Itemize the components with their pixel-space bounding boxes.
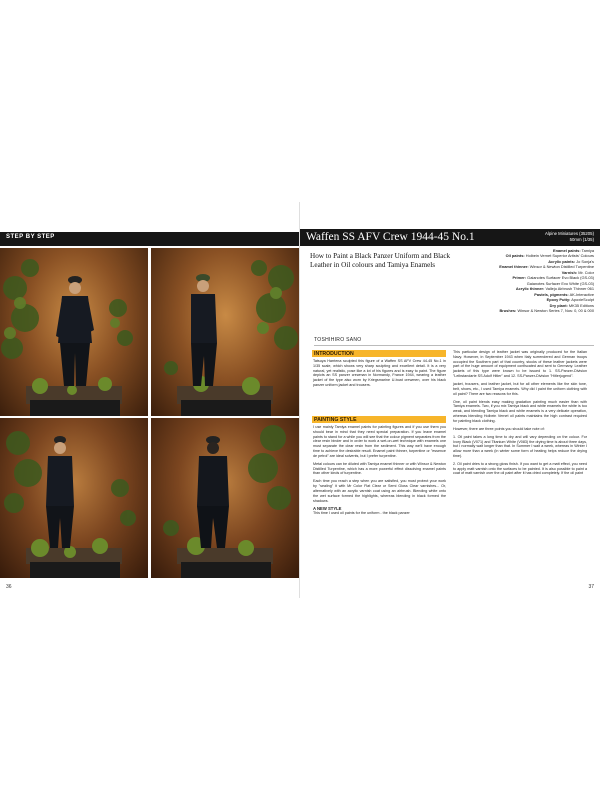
kit-info: [545, 231, 594, 242]
section-label: STEP BY STEP: [6, 234, 55, 240]
material-row: Enamel thinner: Winsor & Newton Distilled Turpentine: [499, 264, 594, 270]
material-row: Enamel paints: Tamiya: [552, 248, 594, 253]
material-row: Dry plant: MK35 Editions: [549, 302, 594, 308]
painting-style-heading: PAINTING STYLE: [314, 416, 357, 423]
materials-list: [454, 248, 594, 313]
page-number: 36: [6, 584, 12, 590]
figure-front-dark-photo: [0, 418, 148, 578]
material-row: Gaianotes Surfacer Evo White (GS-03): [526, 280, 594, 286]
kit-scale: 50mm (1/35): [569, 236, 594, 242]
page-number: 37: [588, 584, 594, 590]
paragraph: 1. Oil paint takes a long time to dry and will vary depending on the colour. For Ivory Black (V071) and Titanium White (V083) the drying time is about three days, but I normally wait longer than that. In Summer I wait a week, whereas in Winter I allow more than a week (in winter some form of heating helps reduce the drying time).: [453, 434, 587, 458]
paragraph: One, oil paint blends easy making gradation painting much easier than with Tamiya enamels. Two, if you mix Tamiya black and white enamels the white is too weak, and blending Tamiya black and white enamels is a very delicate operation, whereas blending Holbein Vernet oil paints maintains the high contrast required for painting black clothing.: [453, 399, 587, 423]
divider: [314, 345, 594, 346]
introduction-heading: INTRODUCTION: [314, 350, 354, 357]
paragraph: jacket, trousers, and leather jacket, but for all other elements like the skin tone, belt, shoes, etc., I used Tamiya enamels. Why did I paint the uniform clothing with oil paint? There are two reasons for this.: [453, 381, 587, 396]
paragraph: Each time you reach a step when you are satisfied, you must protect your work by "sealing" it with Mr Color Flat Clear or Semi Gloss Clear varnishes... Or, alternatively with an acrylic varnish coat using an airbrush. Blending white onto the wet surface formed the highlights, whereas blending in black formed the shadows.: [313, 479, 446, 503]
paragraph: This particular design of leather jacket was originally produced for the Italian Navy. However, in September 1943 when Italy surrendered and German troops occupied the Southern part of that country, stocks of these leather jackets were part of the huge amount of equipment confiscated and sent to Germany. Leather jackets of this type were known to be issued to 1. SS-Panzer-Division "Leibstandarte SS Adolf Hitler" and 12. SS-Panzer-Division "Hitlerjugend".: [453, 350, 587, 378]
material-row: Brushes: Winsor & Newton Series 7, Nos: 0, 00 & 000: [499, 307, 594, 313]
paragraph: However, there are three points you should take note of:: [453, 426, 545, 431]
introduction-heading-bar: [312, 350, 446, 357]
article-title: Waffen SS AFV Crew 1944-45 No.1: [306, 231, 475, 243]
introduction-text: [313, 359, 446, 391]
magazine-spread: [0, 202, 600, 598]
article-subtitle: How to Paint a Black Panzer Uniform and Black Leather in Oil colours and Tamiya Enamels: [310, 252, 451, 269]
figure-back-photo: [151, 418, 300, 578]
material-row: Primer: Gaianotes Surfacer Evo Black (GS-03): [512, 275, 594, 281]
right-page: [300, 202, 600, 598]
material-row: Acrylic thinner: Vallejo Airbrush Thinner 061: [515, 286, 594, 292]
paragraph: This time I used oil paints for the uniform - the black panzer: [313, 511, 410, 516]
material-row: Varnish: Mr. Color: [561, 269, 594, 275]
title-bar: [300, 229, 600, 246]
paragraph: Tatsuya Harriena sculpted this figure of a Waffen SS AFV Crew 44-45 No.1 in 1/35 scale, which shows very sharp sculpting and excellent detail. It is a very natural, yet realistic, pose like a lot of his figures and is easy to paint. The figure depicts an SS panzer crewman in Normandy, France 1944, wearing a leather jacket of the type also worn by Kriegsmarine U-boat crewmen, over his black panzer uniform jacket and trousers.: [313, 359, 446, 387]
section-header-bar: [0, 232, 300, 246]
paragraph: Metal colours can be diluted with Tamiya enamel thinner or with Winsor & Newton Distilled Turpentine, which has a more powerful effect dissolving enamel paints than other kinds of turpentine.: [313, 461, 446, 476]
figure-front-photo: [0, 248, 148, 416]
material-row: Epoxy Putty: ApoxieSculpt: [546, 297, 594, 303]
kit-manufacturer: Alpine Miniatures (35205): [545, 231, 594, 236]
paragraph: I use mainly Tamiya enamel paints for painting figures and if you use them you should bear in mind that they need special preparation. If you leave enamel paints to stand for a while you will see that the colour pigment separates from the clear resin binder and in order to work a wet-on-wet technique with enamels one must separate the clear resin from the sediment. This way we'll have enough time to achieve the desirable result. Enamel paint thinner, turpentine or "essence de petrol" are ideal solvents, but I prefer turpentine.: [313, 425, 446, 458]
painting-style-text: [313, 425, 446, 519]
left-page: [0, 202, 300, 598]
figure-side-photo: [151, 248, 300, 416]
material-row: Acrylic paints: Jo Sonja's: [548, 258, 594, 264]
paragraph: 2. Oil paint dries to a strong gloss finish. If you want to get a matt effect, you need to apply matt varnish onto the surfaces to be painted. It is also possible to paint a coat of matt varnish over the oil paint after it has dried completely. If the oil paint: [453, 461, 587, 476]
new-style-heading: A NEW STYLE: [313, 505, 342, 511]
author-name: TOSHIHIRO SANO: [314, 337, 362, 343]
second-column-text: [453, 350, 587, 479]
painting-style-heading-bar: [312, 416, 446, 423]
material-row: Oil paints: Holbein Vernet Superior Artists' Colours: [505, 253, 594, 259]
material-row: Pastels, pigments: AK-Interactive: [534, 291, 594, 297]
